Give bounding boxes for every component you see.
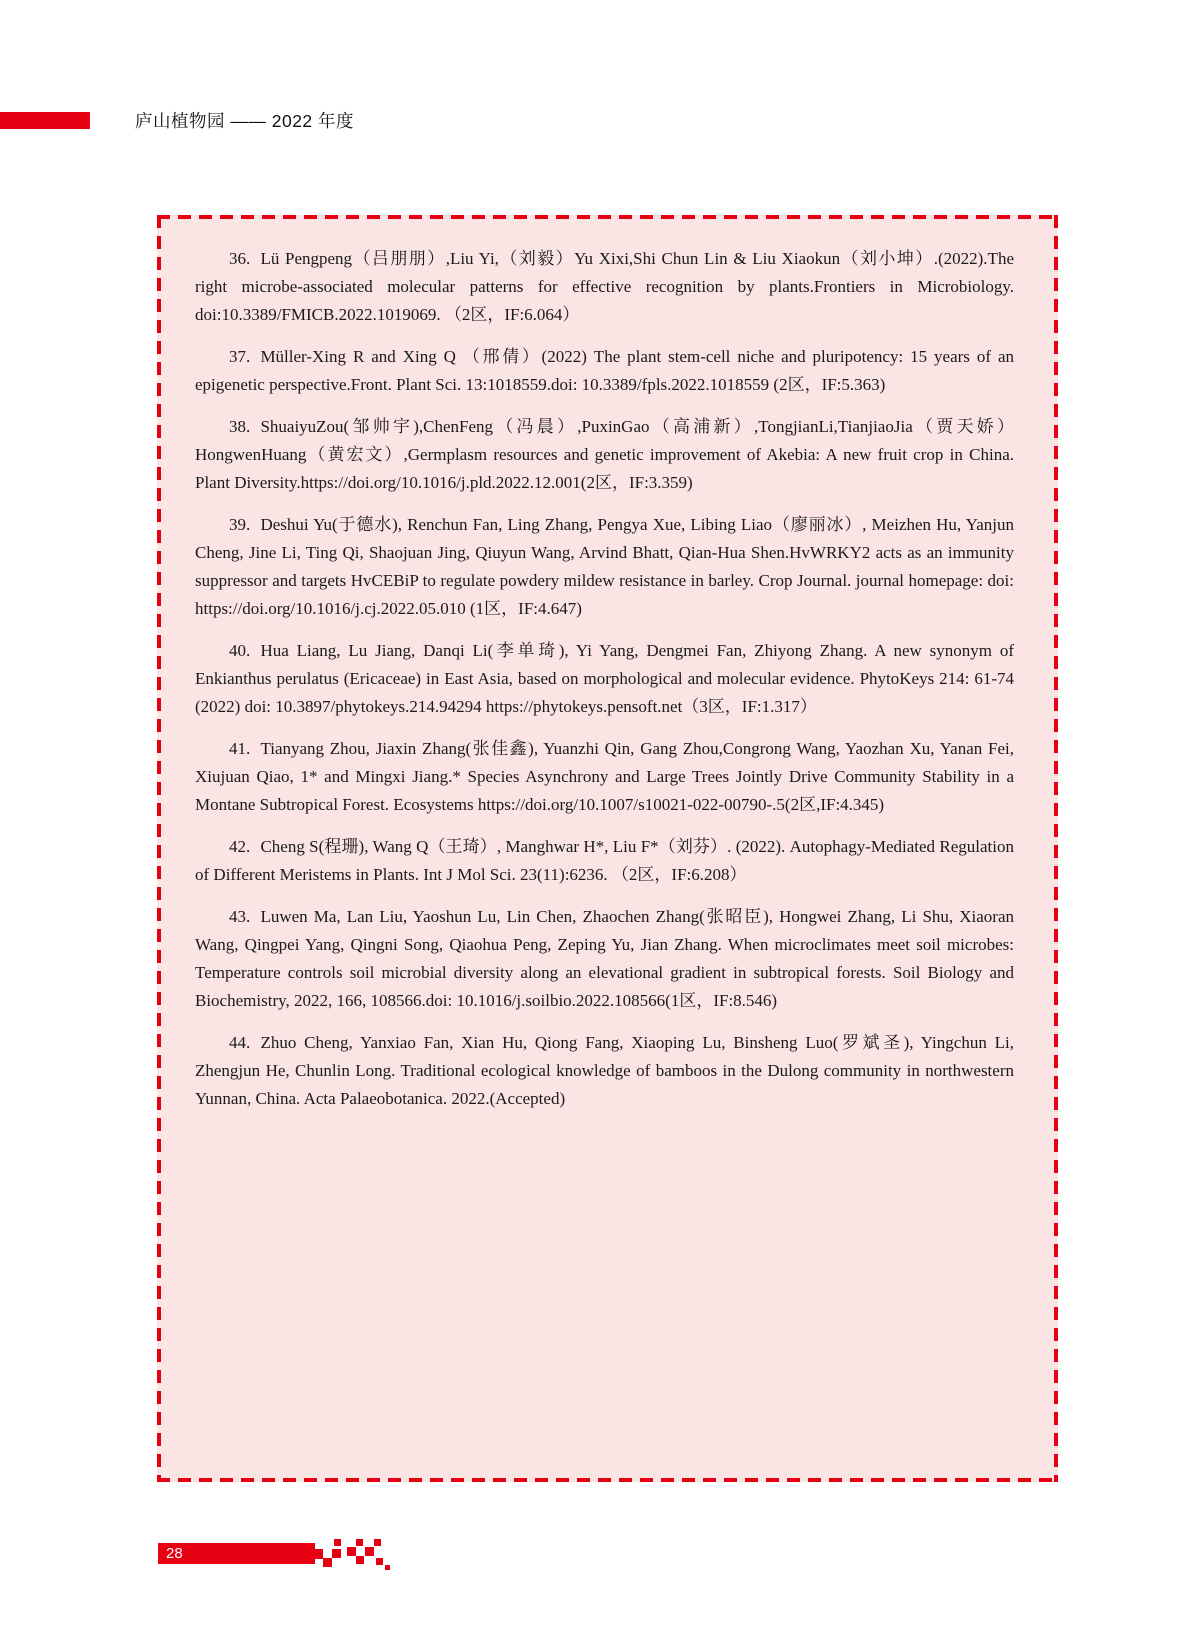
publication-number: 43. [229, 907, 251, 926]
publication-text: Tianyang Zhou, Jiaxin Zhang(张佳鑫), Yuanzhi Qin, Gang Zhou,Congrong Wang, Yaozhan Xu, Yanan Fei, Xiujuan Qiao, 1* and Mingxi Jiang.* Species Asynchrony and Large Trees Jointly Drive Community Stability in a Montane Subtropical Forest. Ecosystems https://doi.org/10.1007/s10021-022-00790-.5(2区,IF:4.345) [195, 739, 1014, 814]
publication-item-37 [195, 343, 1014, 399]
publication-text: Zhuo Cheng, Yanxiao Fan, Xian Hu, Qiong Fang, Xiaoping Lu, Binsheng Luo(罗斌圣), Yingchun Li, Zhengjun He, Chunlin Long. Traditional ecological knowledge of bamboos in the Dulong community in northwestern Yunnan, China. Acta Palaeobotanica. 2022.(Accepted) [195, 1033, 1014, 1108]
publication-number: 39. [229, 515, 251, 534]
page-number: 28 [166, 1545, 183, 1562]
publication-item-38 [195, 413, 1014, 497]
publication-text: Luwen Ma, Lan Liu, Yaoshun Lu, Lin Chen, Zhaochen Zhang(张昭臣), Hongwei Zhang, Li Shu, Xiaoran Wang, Qingpei Yang, Qingni Song, Qiaohua Peng, Zeping Yu, Jian Zhang. When microclimates meet soil microbes: Temperature controls soil microbial diversity along an elevational gradient in subtropical forests. Soil Biology and Biochemistry, 2022, 166, 108566.doi: 10.1016/j.soilbio.2022.108566(1区，IF:8.546) [195, 907, 1014, 1010]
dashed-border-left [157, 215, 161, 1482]
publication-number: 42. [229, 837, 251, 856]
footer-mosaic-decoration [313, 1537, 391, 1573]
page-title: 庐山植物园 —— 2022 年度 [135, 110, 355, 131]
publication-item-42 [195, 833, 1014, 889]
publication-item-44 [195, 1029, 1014, 1113]
publication-number: 41. [229, 739, 251, 758]
publication-item-43 [195, 903, 1014, 1015]
dashed-border-top [157, 215, 1058, 219]
publication-item-40 [195, 637, 1014, 721]
publication-item-39 [195, 511, 1014, 623]
dashed-border-bottom [157, 1478, 1058, 1482]
publication-number: 40. [229, 641, 251, 660]
publication-item-41 [195, 735, 1014, 819]
publication-text: Deshui Yu(于德水), Renchun Fan, Ling Zhang, Pengya Xue, Libing Liao（廖丽冰）, Meizhen Hu, Yanjun Cheng, Jine Li, Ting Qi, Shaojuan Jing, Qiuyun Wang, Arvind Bhatt, Qian-Hua Shen.HvWRKY2 acts as an immunity suppressor and targets HvCEBiP to regulate powdery mildew resistance in barley. Crop Journal. journal homepage: doi: https://doi.org/10.1016/j.cj.2022.05.010 (1区，IF:4.647) [195, 515, 1014, 618]
publication-number: 36. [229, 249, 251, 268]
page-number-bar [158, 1543, 315, 1564]
publication-item-36 [195, 245, 1014, 329]
publication-text: Lü Pengpeng（吕朋朋）,Liu Yi,（刘毅）Yu Xixi,Shi Chun Lin & Liu Xiaokun（刘小坤）.(2022).The right microbe-associated molecular patterns for effective recognition by plants.Frontiers in Microbiology. doi:10.3389/FMICB.2022.1019069. （2区，IF:6.064） [195, 249, 1014, 324]
publication-text: Hua Liang, Lu Jiang, Danqi Li(李单琦), Yi Yang, Dengmei Fan, Zhiyong Zhang. A new synonym of Enkianthus perulatus (Ericaceae) in East Asia, based on morphological and molecular evidence. PhytoKeys 214: 61-74 (2022) doi: 10.3897/phytokeys.214.94294 https://phytokeys.pensoft.net（3区，IF:1.317） [195, 641, 1014, 716]
publication-number: 44. [229, 1033, 251, 1052]
header-red-bar [0, 112, 90, 129]
publication-text: Müller-Xing R and Xing Q （邢倩）(2022) The plant stem-cell niche and pluripotency: 15 years of an epigenetic perspective.Front. Plant Sci. 13:1018559.doi: 10.3389/fpls.2022.1018559 (2区，IF:5.363) [195, 347, 1014, 394]
publications-box [157, 215, 1058, 1482]
dashed-border-right [1054, 215, 1058, 1482]
publication-number: 38. [229, 417, 251, 436]
publication-number: 37. [229, 347, 251, 366]
publication-text: Cheng S(程珊), Wang Q（王琦）, Manghwar H*, Liu F*（刘芬）. (2022). Autophagy-Mediated Regulation of Different Meristems in Plants. Int J Mol Sci. 23(11):6236. （2区，IF:6.208） [195, 837, 1014, 884]
publication-text: ShuaiyuZou(邹帅宇),ChenFeng（冯晨）,PuxinGao（高浦新）,TongjianLi,TianjiaoJia（贾天娇）HongwenHuang（黄宏文）,Germplasm resources and genetic improvement of Akebia: A new fruit crop in China. Plant Diversity.https://doi.org/10.1016/j.pld.2022.12.001(2区，IF:3.359) [195, 417, 1014, 492]
